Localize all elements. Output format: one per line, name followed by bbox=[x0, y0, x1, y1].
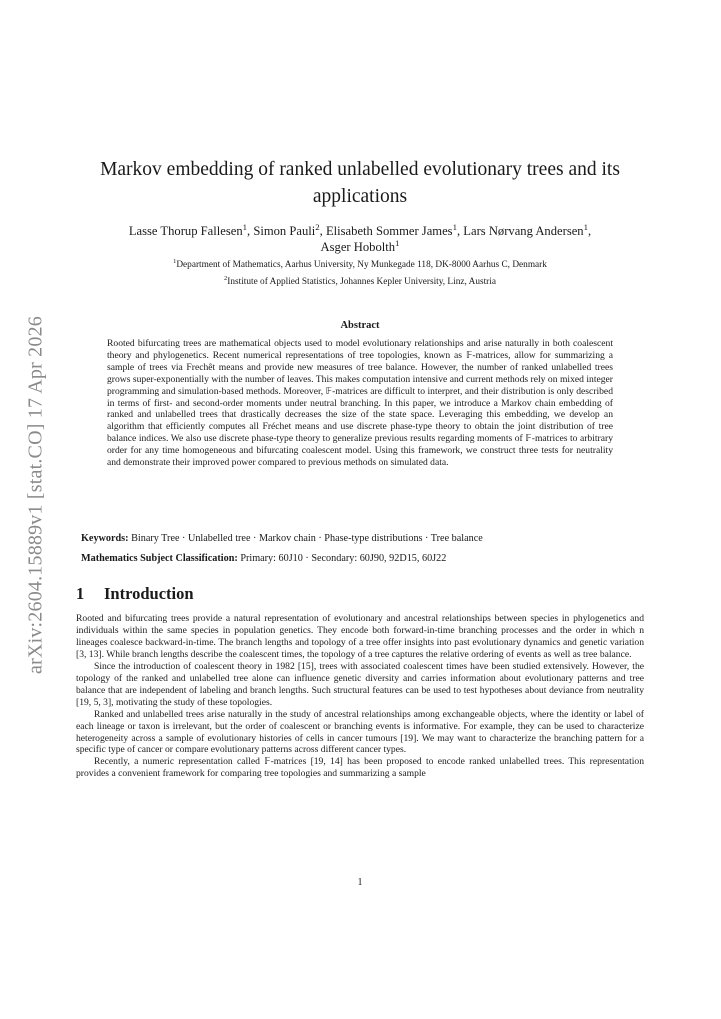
author: Lasse Thorup Fallesen$^1$, bbox=[128, 221, 254, 238]
author: Lars Nørvang Andersen$^1$, bbox=[463, 221, 592, 238]
abstract-body: Rooted bifurcating trees are mathematical objects used to model evolutionary relationships and arise naturally in both coalescent theory and phylogenetics. Recent numerical representations of tree topologies, known as 𝔽-matrices, allow for summarizing a sample of trees via Frechêt means and provide new measures of tree balance. However, the number of ranked unlabelled trees grows super-exponentially with the number of leaves. This makes computation intensive and current methods rely on mixed integer programming and simulation-based methods. Moreover, 𝔽-matrices are difficult to interpret, and their distribution is only described in terms of first- and second-order moments under neutral branching. In this paper, we introduce a Markov chain embedding of ranked and unlabelled trees that drastically decreases the size of the state space. Leveraging this embedding, we develop an algorithm that efficiently computes all Fréchet means and use discrete phase-type theory to obtain the joint distribution of tree balance indices. We also use discrete phase-type theory to generalize previous results regarding moments of 𝔽-matrices to arbitrary order for any time homogeneous and bifurcating coalescent model. Using this framework, we construct three tests for neutrality and demonstrate their improved power compared to previous methods on simulated data. bbox=[107, 338, 613, 469]
msc-label: Mathematics Subject Classification: bbox=[81, 553, 238, 564]
page-number: 1 bbox=[357, 877, 363, 888]
affiliation-2: $^2$Institute of Applied Statistics, Johannes Kepler University, Linz, Austria bbox=[224, 274, 496, 287]
author: Asger Hobolth$^1$ bbox=[320, 237, 400, 254]
paragraph: Ranked and unlabelled trees arise naturally in the study of ancestral relationships among exchangeable objects, where the identity or label of each lineage or taxon is irrelevant, but the order of coalescent or branching events is informative. For example, they can be used to characterize heterogeneity across a sample of evolutionary histories of cells in cancer tumours [19]. We may want to characterize the branching pattern for a specific type of cancer or compare evolutionary patterns across different cancer types. bbox=[76, 708, 644, 756]
paragraph: Since the introduction of coalescent theory in 1982 [15], trees with associated coalescent times have been studied extensively. However, the topology of the ranked and unlabelled tree alone can influence genetic diversity and carries information about evolutionary patterns and tree balance that are independent of labeling and branch lengths. Such structural features can be used to test hypotheses about deviance from neutrality [19, 5, 3], motivating the study of these topologies. bbox=[76, 660, 644, 708]
msc-line bbox=[81, 552, 641, 565]
paper-title bbox=[76, 156, 644, 210]
keywords-label: Keywords: bbox=[81, 533, 129, 544]
section-title: Introduction bbox=[104, 584, 194, 603]
keywords-line bbox=[81, 532, 641, 545]
msc-value: Primary: 60J10 · Secondary: 60J90, 92D15, 60J22 bbox=[240, 553, 447, 564]
author: Elisabeth Sommer James$^1$, bbox=[325, 221, 464, 238]
author: Simon Pauli$^2$, bbox=[253, 221, 326, 238]
section-heading bbox=[76, 584, 194, 604]
section-number: 1 bbox=[76, 584, 85, 603]
title-line-1: Markov embedding of ranked unlabelled evolutionary trees and its bbox=[100, 159, 620, 180]
keywords-value: Binary Tree · Unlabelled tree · Markov chain · Phase-type distributions · Tree balance bbox=[131, 533, 483, 544]
arxiv-identifier: arXiv:2604.15889v1 [stat.CO] 17 Apr 2026 bbox=[24, 316, 47, 674]
abstract-heading: Abstract bbox=[340, 320, 380, 331]
title-line-2: applications bbox=[312, 186, 408, 207]
author-list bbox=[76, 223, 644, 255]
introduction-body bbox=[76, 613, 644, 780]
paragraph: Rooted and bifurcating trees provide a natural representation of evolutionary and ancestral relationships between species in phylogenetics and individuals within the same species in population genetics. They encode both forward-in-time branching processes and the order in which n lineages coalesce backward-in-time. The branch lengths and topology of a tree offer insights into past evolutionary dynamics and genetic variation [3, 13]. While branch lengths describe the coalescent times, the topology of a tree captures the relative ordering of events as well as tree balance. bbox=[76, 613, 644, 660]
affiliation-1: $^1$Department of Mathematics, Aarhus University, Ny Munkegade 118, DK-8000 Aarhus C, Denmark bbox=[173, 257, 547, 270]
paragraph: Recently, a numeric representation called 𝔽-matrices [19, 14] has been proposed to encode ranked unlabelled trees. This representation provides a convenient framework for comparing tree topologies and summarizing a sample bbox=[76, 756, 644, 780]
arxiv-sidebar-stamp bbox=[24, 290, 48, 700]
